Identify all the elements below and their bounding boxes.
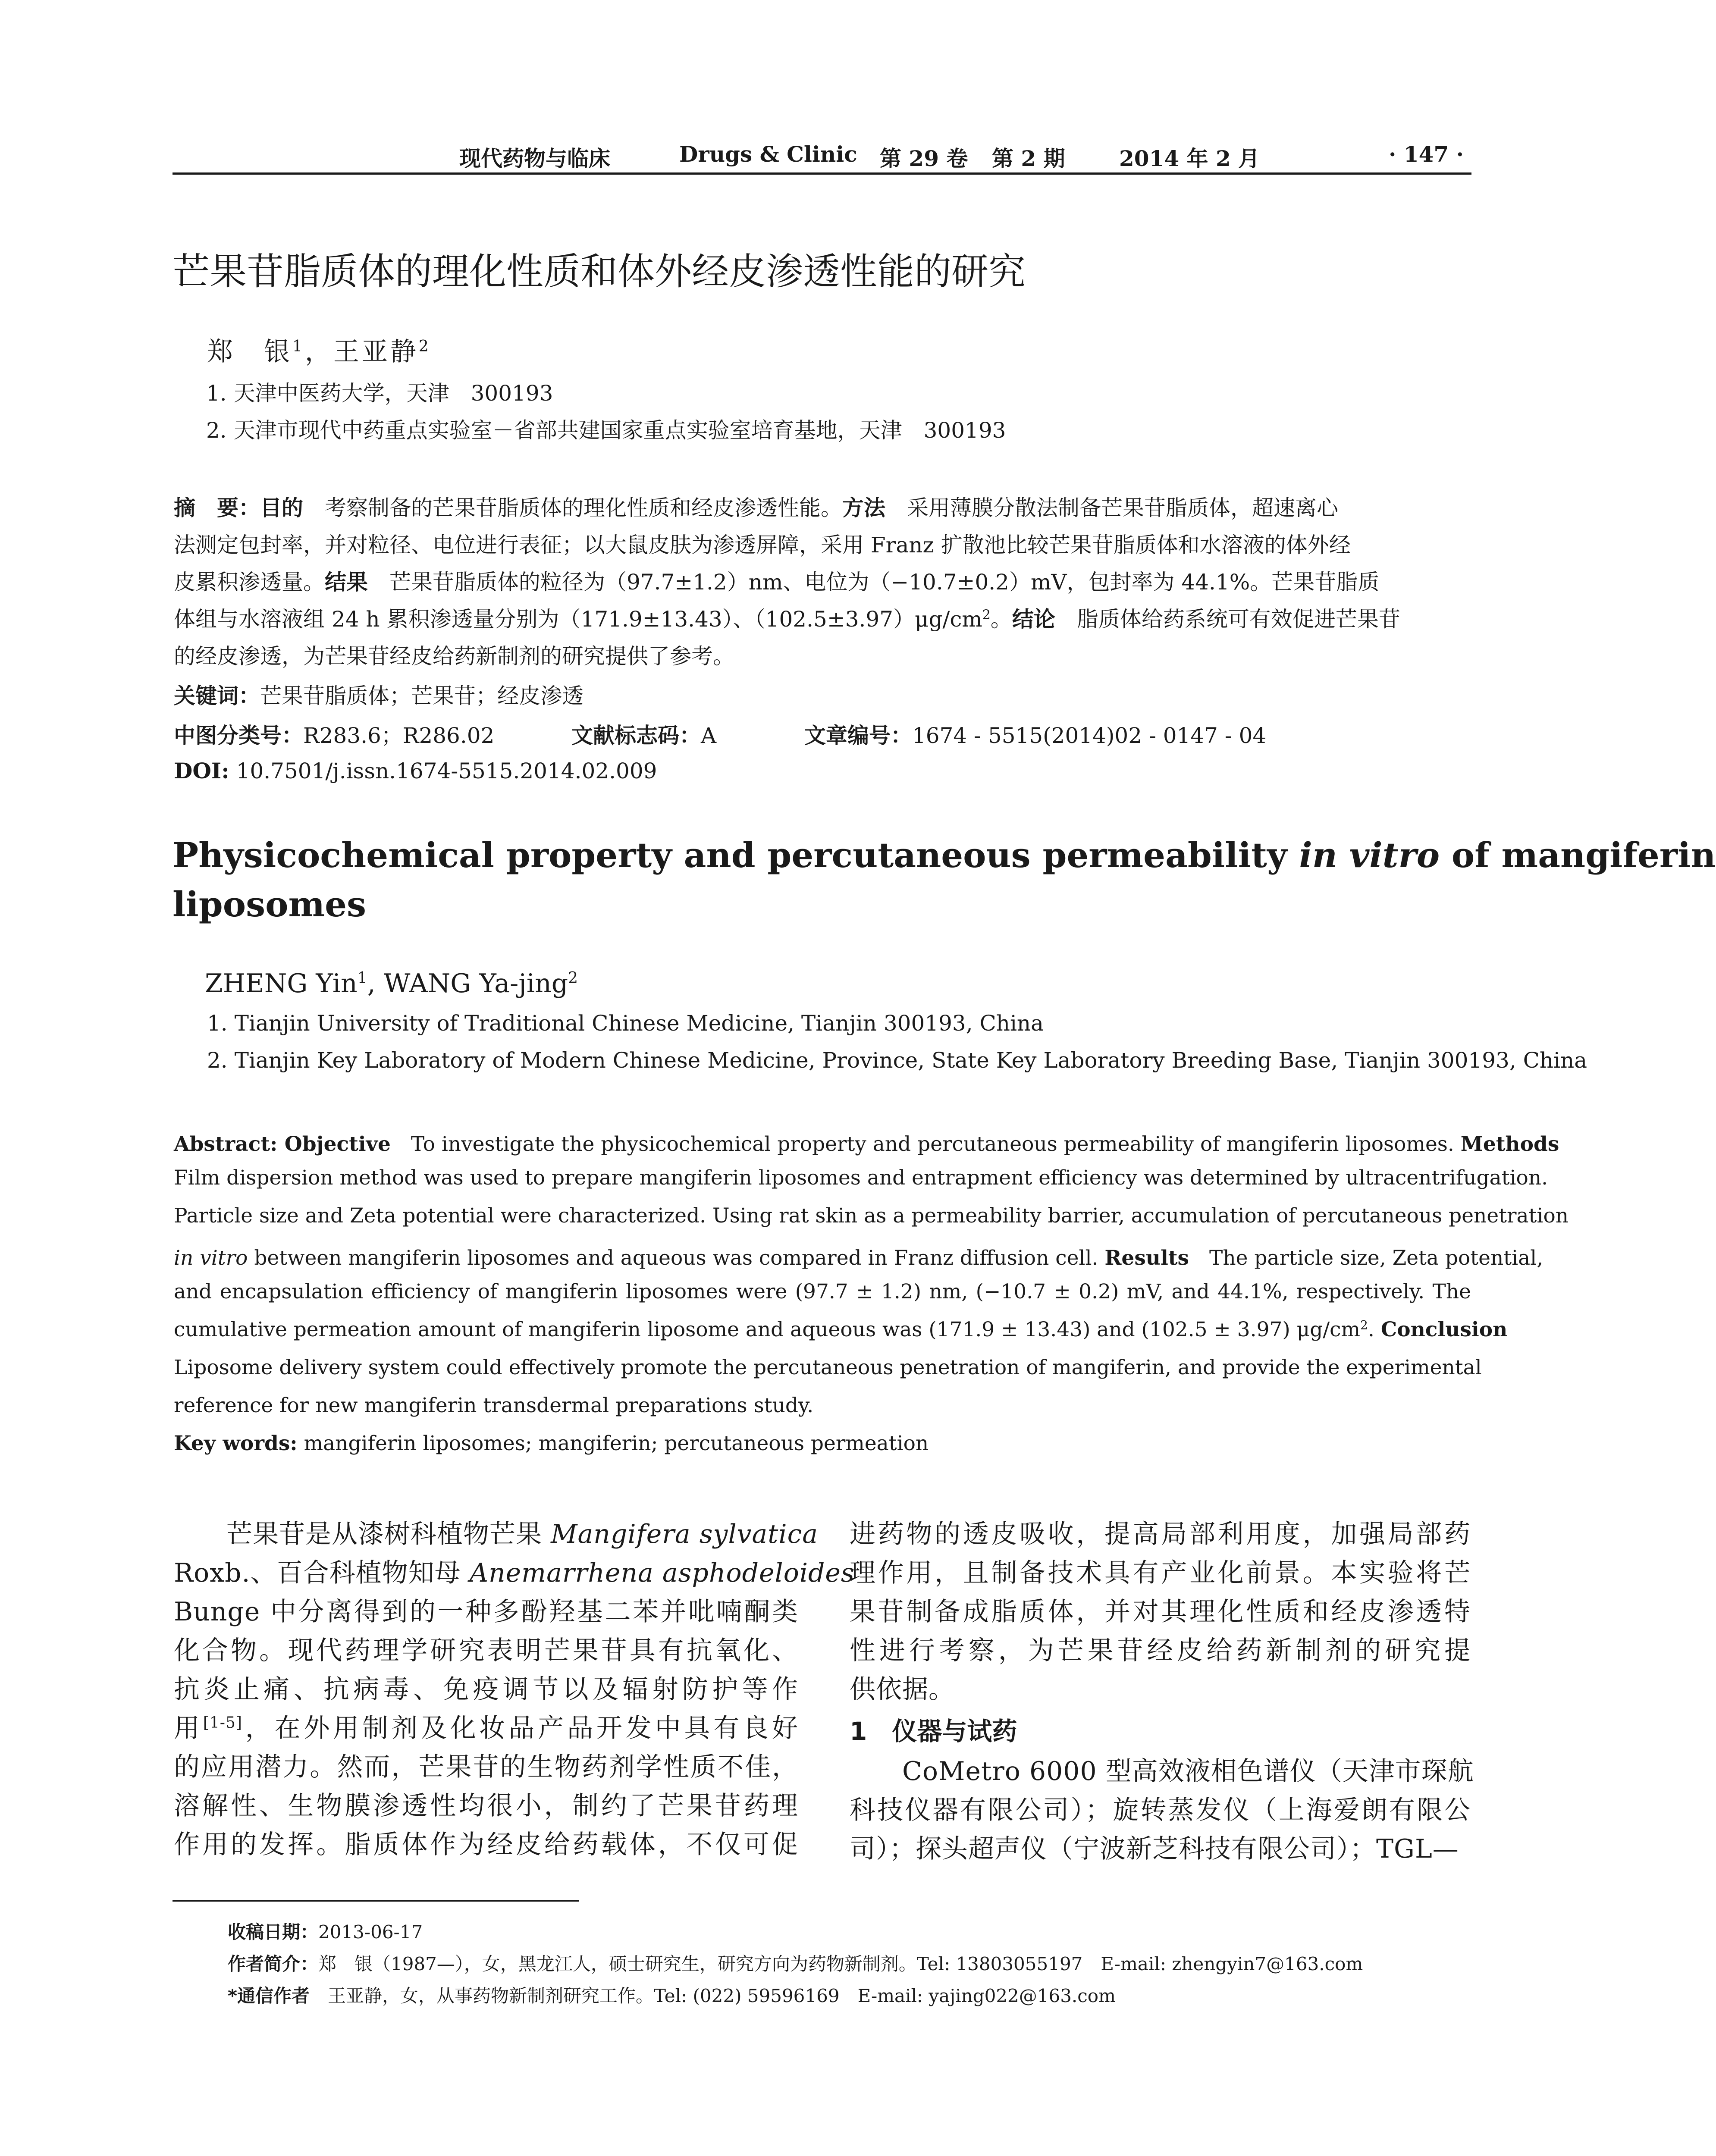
body-right-line: 供依据。 <box>850 1674 955 1705</box>
volume: 第 29 卷 <box>880 146 968 171</box>
en-author-2: WANG Ya-jing <box>383 968 568 999</box>
en-abstract-line: in vitro between mangiferin liposomes and aqueous was compared in Franz diffusion cell. Results The particle size, Zeta potential, <box>174 1246 1543 1270</box>
section-number: 1 <box>850 1717 867 1746</box>
cn-authors: 郑 银$^1$，王亚静$^2$ <box>207 337 431 367</box>
en-abstract-line: and encapsulation efficiency of mangiferin liposomes were (97.7 ± 1.2) nm, (−10.7 ± 0.2) mV, and 44.1%, respectively. The <box>174 1280 1471 1304</box>
en-abstract-line: Particle size and Zeta potential were characterized. Using rat skin as a permeability barrier, accumulation of percutaneous penetration <box>174 1204 1569 1228</box>
footnote-rule <box>173 1900 579 1902</box>
cn-article-number: 文章编号：1674 - 5515(2014)02 - 0147 - 04 <box>804 723 1267 748</box>
body-right-line: 司）；探头超声仪（宁波新芝科技有限公司）；TGL— <box>850 1834 1459 1864</box>
en-title-line2: liposomes <box>173 884 367 924</box>
en-affiliation-2: 2. Tianjin Key Laboratory of Modern Chinese Medicine, Province, State Key Laboratory Breeding Base, Tianjin 300193, China <box>207 1048 1587 1073</box>
cn-abstract-line: 体组与水溶液组 24 h 累积渗透量分别为（171.9±13.43）、$(102.5\pm 3.97)\mu g/cm^2$。结论 脂质体给药系统可有效促进芒果苷 <box>174 607 1400 632</box>
cn-keywords: 关键词：芒果苷脂质体；芒果苷；经皮渗透 <box>174 683 584 708</box>
cn-author-1: 郑 银 <box>207 337 292 367</box>
footnote-received: 收稿日期：2013-06-17 <box>228 1921 423 1943</box>
cn-clc: 中图分类号：R283.6；R286.02 <box>174 723 495 748</box>
footnote-author-bio: 作者简介：郑 银（1987—），女，黑龙江人，硕士研究生，研究方向为药物新制剂。Tel: 13803055197 E-mail: zhengyin7@163.com <box>228 1953 1363 1974</box>
section-heading <box>850 1711 1017 1747</box>
en-affiliation-1: 1. Tianjin University of Traditional Chinese Medicine, Tianjin 300193, China <box>207 1011 1044 1036</box>
en-title: Physicochemical property and percutaneous permeability in vitro of mangiferin <box>173 835 1716 875</box>
body-left-line: 作用的发挥。脂质体作为经皮给药载体，不仅可促 <box>174 1830 798 1860</box>
footnote-corresponding: *通信作者 王亚静，女，从事药物新制剂研究工作。Tel: (022) 59596169 E-mail: yajing022@163.com <box>228 1985 1116 2006</box>
en-abstract-line: Film dispersion method was used to prepare mangiferin liposomes and entrapment efficiency was determined by ultracentrifugation. <box>174 1166 1548 1190</box>
cn-abstract-line: 法测定包封率，并对粒径、电位进行表征；以大鼠皮肤为渗透屏障，采用 Franz 扩散池比较芒果苷脂质体和水溶液的体外经 <box>174 533 1351 558</box>
body-right-line: 性进行考察，为芒果苷经皮给药新制剂的研究提 <box>850 1636 1471 1666</box>
body-right-line: CoMetro 6000 型高效液相色谱仪（天津市琛航 <box>850 1756 1474 1786</box>
pub-date: 2014 年 2 月 <box>1119 146 1260 171</box>
cn-abstract-label: 摘 要： <box>174 495 260 520</box>
en-abstract-line: reference for new mangiferin transdermal preparations study. <box>174 1394 814 1417</box>
cn-methods-label: 方法 <box>842 495 885 520</box>
doi: DOI: 10.7501/j.issn.1674-5515.2014.02.009 <box>174 758 657 783</box>
body-right-line: 理作用，且制备技术具有产业化前景。本实验将芒 <box>850 1558 1471 1588</box>
en-keywords: Key words: mangiferin liposomes; mangiferin; percutaneous permeation <box>174 1432 929 1455</box>
body-right-line: 果苷制备成脂质体，并对其理化性质和经皮渗透特 <box>850 1597 1471 1627</box>
body-left-line: Bunge 中分离得到的一种多酚羟基二苯并吡喃酮类 <box>174 1597 798 1627</box>
en-abstract-line: Abstract: Objective To investigate the physicochemical property and percutaneous permeability of mangiferin liposomes. Methods <box>174 1132 1559 1156</box>
body-left-line: 抗炎止痛、抗病毒、免疫调节以及辐射防护等作 <box>174 1674 798 1705</box>
section-title: 仪器与试药 <box>892 1717 1017 1746</box>
header-rule <box>173 172 1471 175</box>
cn-results-label: 结果 <box>325 570 368 595</box>
body-left-line: 芒果苷是从漆树科植物芒果 Mangifera sylvatica <box>174 1519 818 1549</box>
cn-affiliation-1: 1. 天津中医药大学，天津 300193 <box>206 381 553 406</box>
cn-objective-label: 目的 <box>260 495 303 520</box>
body-left-line: 溶解性、生物膜渗透性均很小，制约了芒果苷药理 <box>174 1791 798 1821</box>
journal-name-en: Drugs & Clinic <box>679 141 857 167</box>
body-left-line: 用[1-5]，在外用制剂及化妆品产品开发中具有良好 <box>174 1713 799 1743</box>
cn-abstract-line: 摘 要：目的 考察制备的芒果苷脂质体的理化性质和经皮渗透性能。方法 采用薄膜分散法制备芒果苷脂质体，超速离心 <box>174 495 1338 520</box>
cn-title: 芒果苷脂质体的理化性质和体外经皮渗透性能的研究 <box>173 250 1026 293</box>
journal-name-cn: 现代药物与临床 <box>459 146 610 171</box>
cn-doc-code: 文献标志码：A <box>571 723 717 748</box>
body-left-line: 的应用潜力。然而，芒果苷的生物药剂学性质不佳， <box>174 1752 798 1782</box>
en-authors: ZHENG Yin$^1$, WANG Ya-jing$^2$ <box>205 968 578 999</box>
page-number: · 147 · <box>1389 141 1464 167</box>
en-abstract-line: Liposome delivery system could effectively promote the percutaneous penetration of mangiferin, and provide the experimental <box>174 1356 1482 1379</box>
body-right-line: 进药物的透皮吸收，提高局部利用度，加强局部药 <box>850 1519 1471 1549</box>
cn-conclusion-label: 结论 <box>1012 607 1055 632</box>
running-header <box>173 137 1471 172</box>
cn-abstract-line: 皮累积渗透量。结果 芒果苷脂质体的粒径为（97.7±1.2）nm、电位为（−10.7±0.2）mV，包封率为 44.1%。芒果苷脂质 <box>174 570 1380 595</box>
en-abstract-label: Abstract: <box>174 1132 278 1156</box>
en-abstract-line: cumulative permeation amount of mangiferin liposome and aqueous was (171.9 ± 13.43) and (102.5 ± 3.97) $\mu g/cm^2$. Conclusion <box>174 1318 1508 1341</box>
body-left-line: Roxb.、百合科植物知母 Anemarrhena asphodeloides <box>174 1558 855 1588</box>
citation: [1-5] <box>203 1714 242 1732</box>
en-methods-label: Methods <box>1460 1132 1559 1156</box>
en-results-label: Results <box>1104 1246 1189 1270</box>
en-objective-label: Objective <box>277 1132 391 1156</box>
cn-author-2: 王亚静 <box>333 337 419 367</box>
en-conclusion-label: Conclusion <box>1380 1318 1508 1341</box>
cn-abstract-line: 的经皮渗透，为芒果苷经皮给药新制剂的研究提供了参考。 <box>174 644 734 669</box>
cn-affiliation-2: 2. 天津市现代中药重点实验室－省部共建国家重点实验室培育基地，天津 300193 <box>206 418 1006 443</box>
body-right-line: 科技仪器有限公司）；旋转蒸发仪（上海爱朗有限公 <box>850 1795 1471 1825</box>
en-author-1: ZHENG Yin <box>205 968 358 999</box>
issue: 第 2 期 <box>992 146 1065 171</box>
body-left-line: 化合物。现代药理学研究表明芒果苷具有抗氧化、 <box>174 1636 798 1666</box>
